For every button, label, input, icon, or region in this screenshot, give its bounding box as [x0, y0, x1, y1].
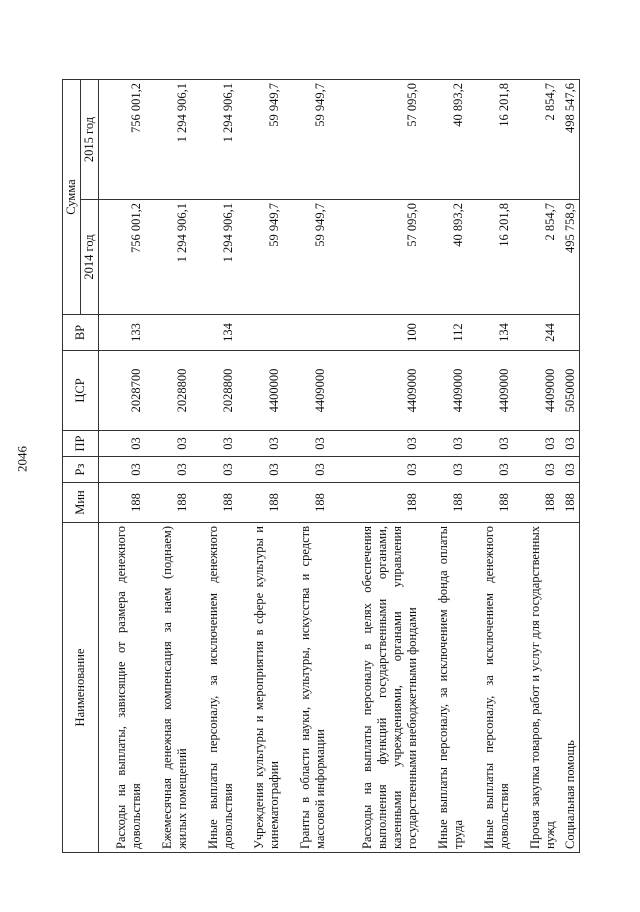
cell-csr: 2028800	[191, 351, 237, 431]
table-row	[283, 80, 329, 853]
cell-2015: 1 294 906,1	[145, 80, 191, 200]
cell-min: 188	[99, 483, 146, 523]
table-row	[191, 80, 237, 853]
table-row	[237, 80, 283, 853]
cell-rz: 03	[283, 457, 329, 483]
cell-min: 188	[559, 483, 580, 523]
cell-min: 188	[421, 483, 467, 523]
cell-pr: 03	[421, 431, 467, 457]
cell-vr	[237, 315, 283, 351]
cell-rz: 03	[467, 457, 513, 483]
cell-2015: 59 949,7	[237, 80, 283, 200]
cell-pr: 03	[467, 431, 513, 457]
table-row	[421, 80, 467, 853]
cell-rz: 03	[237, 457, 283, 483]
cell-2014: 2 854,7	[513, 200, 559, 315]
cell-2014: 1 294 906,1	[191, 200, 237, 315]
cell-pr: 03	[283, 431, 329, 457]
cell-2015: 16 201,8	[467, 80, 513, 200]
header-min: Мин	[63, 483, 99, 523]
cell-vr: 134	[191, 315, 237, 351]
header-vr: ВР	[63, 315, 99, 351]
cell-min: 188	[237, 483, 283, 523]
cell-name: Ежемесячная денежная компенсация за наем (поднаем) жилых помещений	[145, 523, 191, 853]
cell-pr: 03	[329, 431, 421, 457]
cell-rz: 03	[513, 457, 559, 483]
cell-vr: 112	[421, 315, 467, 351]
cell-vr: 134	[467, 315, 513, 351]
cell-vr	[283, 315, 329, 351]
cell-name: Иные выплаты персоналу, за исключением денежного довольствия	[467, 523, 513, 853]
table-row	[99, 80, 146, 853]
cell-2015: 2 854,7	[513, 80, 559, 200]
table-row	[467, 80, 513, 853]
cell-name: Иные выплаты персоналу, за исключением денежного довольствия	[191, 523, 237, 853]
cell-pr: 03	[99, 431, 146, 457]
header-csr: ЦСР	[63, 351, 99, 431]
cell-name: Учреждения культуры и мероприятия в сфере культуры и кинематографии	[237, 523, 283, 853]
cell-2015: 756 001,2	[99, 80, 146, 200]
cell-rz: 03	[191, 457, 237, 483]
cell-2015: 498 547,6	[559, 80, 580, 200]
cell-rz: 03	[145, 457, 191, 483]
table-header	[63, 80, 99, 853]
cell-rz: 03	[421, 457, 467, 483]
cell-min: 188	[467, 483, 513, 523]
cell-min: 188	[283, 483, 329, 523]
cell-min: 188	[329, 483, 421, 523]
header-pr: ПР	[63, 431, 99, 457]
cell-2014: 59 949,7	[283, 200, 329, 315]
cell-name: Расходы на выплаты, зависящие от размера денежного довольствия	[99, 523, 146, 853]
cell-name: Иные выплаты персоналу, за исключением фонда оплаты труда	[421, 523, 467, 853]
cell-2015: 59 949,7	[283, 80, 329, 200]
cell-2014: 756 001,2	[99, 200, 146, 315]
cell-vr	[559, 315, 580, 351]
cell-2014: 40 893,2	[421, 200, 467, 315]
cell-csr: 2028700	[99, 351, 146, 431]
table-row	[559, 80, 580, 853]
header-rz: Рз	[63, 457, 99, 483]
header-year-2014: 2014 год	[81, 200, 99, 315]
cell-name: Гранты в области науки, культуры, искусства и средств массовой информации	[283, 523, 329, 853]
cell-name: Прочая закупка товаров, работ и услуг для государственных нужд	[513, 523, 559, 853]
cell-pr: 03	[559, 431, 580, 457]
page-number: 2046	[14, 446, 30, 472]
cell-min: 188	[145, 483, 191, 523]
cell-pr: 03	[145, 431, 191, 457]
cell-vr: 100	[329, 315, 421, 351]
header-name: Наименование	[63, 523, 99, 853]
cell-min: 188	[191, 483, 237, 523]
cell-csr: 4409000	[329, 351, 421, 431]
cell-vr	[145, 315, 191, 351]
cell-2015: 57 095,0	[329, 80, 421, 200]
cell-2015: 1 294 906,1	[191, 80, 237, 200]
table-row	[145, 80, 191, 853]
cell-min: 188	[513, 483, 559, 523]
header-year-2015: 2015 год	[81, 80, 99, 200]
cell-csr: 4409000	[467, 351, 513, 431]
cell-2014: 16 201,8	[467, 200, 513, 315]
cell-csr: 4409000	[421, 351, 467, 431]
cell-csr: 2028800	[145, 351, 191, 431]
cell-rz: 03	[329, 457, 421, 483]
cell-2014: 59 949,7	[237, 200, 283, 315]
cell-csr: 4400000	[237, 351, 283, 431]
cell-vr: 133	[99, 315, 146, 351]
cell-pr: 03	[191, 431, 237, 457]
cell-rz: 03	[99, 457, 146, 483]
cell-name: Расходы на выплаты персоналу в целях обеспечения выполнения функций государственными органами, казенными учреждениями, органами управления государственными внебюджетными фондами	[329, 523, 421, 853]
cell-2015: 40 893,2	[421, 80, 467, 200]
cell-rz: 03	[559, 457, 580, 483]
cell-name: Социальная помощь	[559, 523, 580, 853]
header-sum: Сумма	[63, 80, 81, 315]
cell-pr: 03	[237, 431, 283, 457]
cell-2014: 495 758,9	[559, 200, 580, 315]
table-row	[329, 80, 421, 853]
cell-csr: 4409000	[513, 351, 559, 431]
cell-csr: 4409000	[283, 351, 329, 431]
cell-vr: 244	[513, 315, 559, 351]
cell-pr: 03	[513, 431, 559, 457]
cell-2014: 1 294 906,1	[145, 200, 191, 315]
table-row	[513, 80, 559, 853]
cell-2014: 57 095,0	[329, 200, 421, 315]
cell-csr: 5050000	[559, 351, 580, 431]
budget-table	[62, 79, 580, 853]
